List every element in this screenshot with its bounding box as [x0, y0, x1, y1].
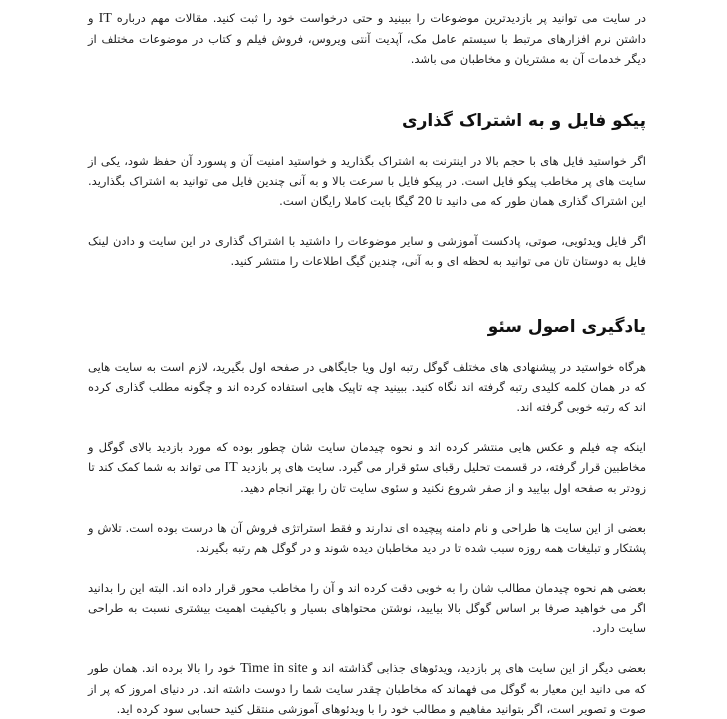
- seo-paragraph-4: بعضی هم نحوه چیدمان مطالب شان را به خوبی دقت کرده اند و آن را مخاطب محور قرار داده اند. البته این را بدانید اگر می خواهید صرفا بر اساس گوگل بالا بیایید، نوشتن محتواهای بسیار و باکیفیت اهمیت بیشتری نسبت به طراحی سایت دارد.: [88, 581, 646, 635]
- seo-paragraph-5: بعضی دیگر از این سایت های پر بازدید، ویدئوهای جذابی گذاشته اند و Time in site خود را بالا برده اند. همان طور که می دانید این معیار به گوگل می فهماند که مخاطبان چقدر سایت شما را دوست داشته اند. در دنیای امروز که پر از صوت و تصویر است، اگر بتوانید مفاهیم و مطالب خود را با ویدئوهای آموزشی منتقل کنید حسابی سود کرده اید.: [88, 661, 646, 716]
- seo-paragraph-2: اینکه چه فیلم و عکس هایی منتشر کرده اند و نحوه چیدمان سایت شان چطور بوده که مورد بازدید بالای گوگل و مخاطبین قرار گرفته، در قسمت تحلیل رقبای سئو قرار می گیرد. سایت های پر بازدید IT می تواند به شما کمک کند تا زودتر به صفحه اول بیایید و از صفر شروع نکنید و سئوی سایت تان را بهتر انجام دهید.: [88, 440, 646, 495]
- seo-paragraph-3: بعضی از این سایت ها طراحی و نام دامنه پیچیده ای ندارند و فقط استراتژی فروش آن ها درست بوده است. تلاش و پشتکار و تبلیغات همه روزه سبب شده تا در دید مخاطبان دیده شوند و در گوگل هم رتبه بگیرند.: [88, 521, 646, 555]
- section-heading-pico-file: پیکو فایل و به اشتراک گذاری: [402, 111, 646, 131]
- section-heading-seo: یادگیری اصول سئو: [487, 317, 646, 337]
- pico-file-paragraph-1: اگر خواستید فایل های با حجم بالا در اینترنت به اشتراک بگذارید و خواستید امنیت آن و پسورد آن حفظ شود، یکی از سایت های پر مخاطب پیکو فایل است. در پیکو فایل با سرعت بالا و به آنی چندین فایل می توانید به اشتراک بگذارید. این اشتراک گذاری همان طور که می دانید تا 20 گیگا بایت کاملا رایگان است.: [88, 154, 646, 208]
- latin-term: IT: [224, 460, 238, 475]
- seo-paragraph-1: هرگاه خواستید در پیشنهادی های مختلف گوگل رتبه اول ویا جایگاهی در صفحه اول بگیرید، لازم است به سایت هایی که در همان کلمه کلیدی رتبه گرفته اند نگاه کنید. ببینید چه تاپیک هایی استفاده کرده اند و چگونه مطلب گذاری کرده اند که رتبه خوبی گرفته اند.: [88, 360, 646, 414]
- latin-term: IT: [98, 11, 112, 26]
- document-page: [88, 8, 646, 719]
- pico-file-paragraph-2: اگر فایل ویدئویی، صوتی، پادکست آموزشی و سایر موضوعات را داشتید با اشتراک گذاری در این سایت و دادن لینک فایل به دوستان تان می توانید به لحظه ای و به آنی، چندین گیگ اطلاعات را منتشر کنید.: [88, 234, 646, 268]
- latin-term: Time in site: [240, 661, 308, 676]
- intro-paragraph: در سایت می توانید پر بازدیدترین موضوعات را ببینید و حتی درخواست خود را ثبت کنید. مقالات مهم درباره IT و داشتن نرم افزارهای مرتبط با سیستم عامل مک، آپدیت آنتی ویروس، فروش فیلم و کتاب در موضوعات مختلف از دیگر خدمات آن به مشتریان و مخاطبان می باشد.: [88, 11, 646, 66]
